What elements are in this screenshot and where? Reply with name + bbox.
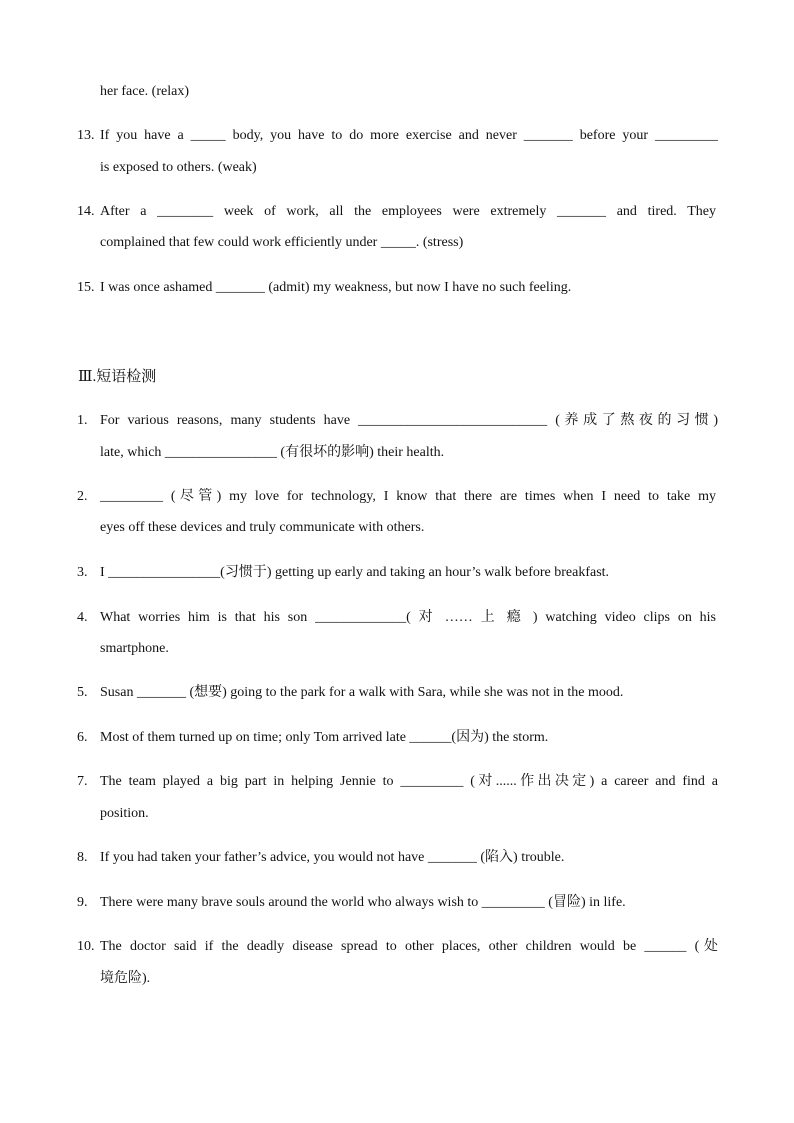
phrase-item-9-line-1: There were many brave souls around the world who always wish to _________ (冒险) in life.: [100, 895, 626, 910]
phrase-item-6-line-1: Most of them turned up on time; only Tom arrived late ______(因为) the storm.: [100, 730, 549, 745]
item-12-continuation: her face. (relax): [100, 84, 189, 99]
phrase-item-2-number: 2.: [77, 489, 88, 504]
item-13-line-2: is exposed to others. (weak): [100, 160, 257, 175]
item-13-number: 13.: [77, 128, 95, 143]
item-14-number: 14.: [77, 204, 95, 219]
phrase-item-7-line-2: position.: [100, 806, 149, 821]
section-title-phrase-check: Ⅲ.短语检测: [78, 369, 157, 385]
phrase-item-4-line-1: What worries him is that his son _____________( 对 …… 上 瘾 ) watching video clips on his: [100, 610, 716, 625]
item-14-line-2: complained that few could work efficiently under _____. (stress): [100, 235, 464, 250]
item-15-line-1: I was once ashamed _______ (admit) my weakness, but now I have no such feeling.: [100, 280, 572, 295]
phrase-item-10-line-1: The doctor said if the deadly disease spread to other places, other children would be ______ (处: [100, 939, 718, 954]
phrase-item-3-number: 3.: [77, 565, 88, 580]
item-15-number: 15.: [77, 280, 95, 295]
phrase-item-3-line-1: I ________________(习惯于) getting up early and taking an hour’s walk before breakfast.: [100, 565, 610, 580]
phrase-item-5-number: 5.: [77, 685, 88, 700]
phrase-item-1-line-1: For various reasons, many students have ___________________________ (养成了熬夜的习惯): [100, 413, 718, 428]
phrase-item-1-line-2: late, which ________________ (有很坏的影响) their health.: [100, 445, 445, 460]
phrase-item-2-line-2: eyes off these devices and truly communicate with others.: [100, 520, 425, 535]
phrase-item-2-line-1: _________ (尽管) my love for technology, I know that there are times when I need to take my: [100, 489, 716, 504]
phrase-item-10-number: 10.: [77, 939, 95, 954]
phrase-item-9-number: 9.: [77, 895, 88, 910]
phrase-item-4-line-2: smartphone.: [100, 641, 169, 656]
phrase-item-1-number: 1.: [77, 413, 88, 428]
phrase-item-5-line-1: Susan _______ (想要) going to the park for a walk with Sara, while she was not in the mood.: [100, 685, 624, 700]
item-13-line-1: If you have a _____ body, you have to do more exercise and never _______ before your _________: [100, 128, 718, 143]
phrase-item-7-number: 7.: [77, 774, 88, 789]
phrase-item-6-number: 6.: [77, 730, 88, 745]
phrase-item-10-line-2: 境危险).: [100, 971, 151, 986]
phrase-item-7-line-1: The team played a big part in helping Jennie to _________ (对......作出决定) a career and find a: [100, 774, 718, 789]
phrase-item-4-number: 4.: [77, 610, 88, 625]
item-14-line-1: After a ________ week of work, all the employees were extremely _______ and tired. They: [100, 204, 716, 219]
phrase-item-8-line-1: If you had taken your father’s advice, you would not have _______ (陷入) trouble.: [100, 850, 565, 865]
phrase-item-8-number: 8.: [77, 850, 88, 865]
